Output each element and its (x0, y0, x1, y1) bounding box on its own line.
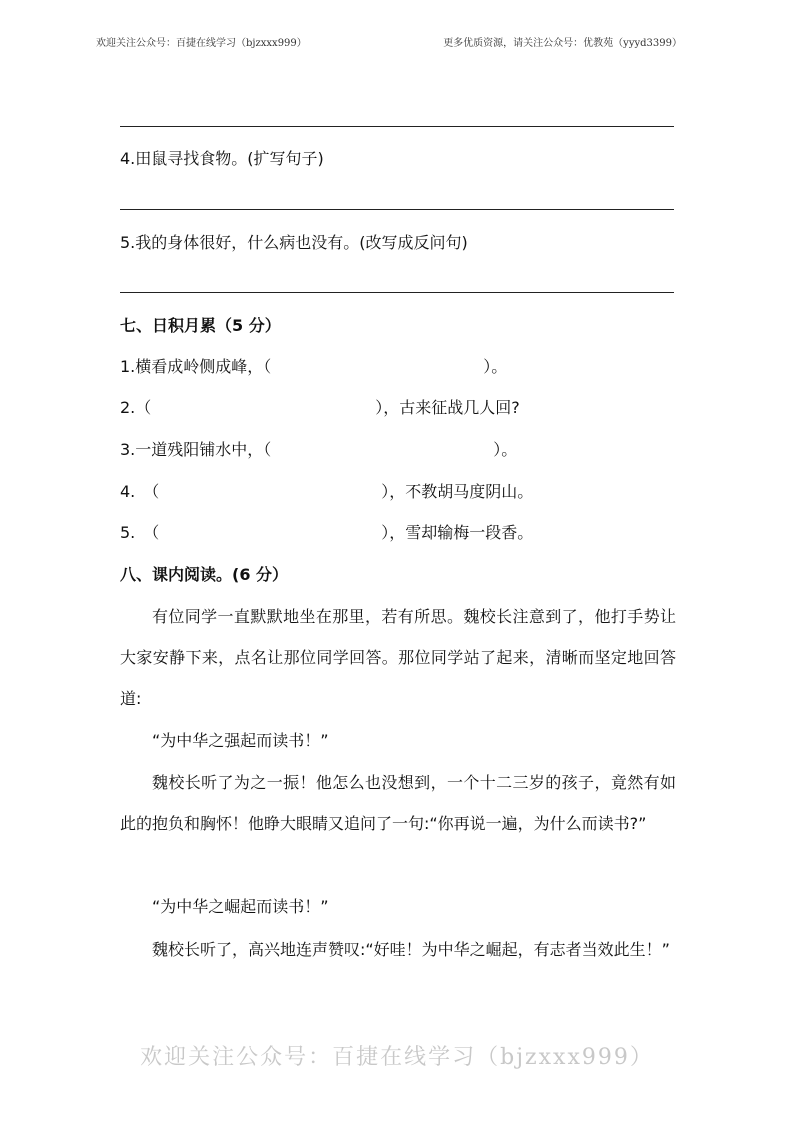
rewrite-item-4 (120, 148, 324, 170)
footer-watermark: 欢迎关注公众号：百捷在线学习（bjzxxx999） (140, 1045, 654, 1070)
poem-prefix: 4. （ (120, 482, 160, 501)
section-8-heading: 八、课内阅读。(6 分） (120, 565, 289, 584)
poem-item-1 (120, 356, 507, 378)
item-number: 4. (120, 149, 136, 168)
item-number: 5. (120, 233, 136, 252)
poem-suffix: ），不教胡马度阴山。 (381, 482, 534, 501)
answer-line (120, 209, 674, 210)
reading-quote-1: “为中华之强起而读书！” (152, 731, 329, 750)
header-right-text: 更多优质资源，请关注公众号：优教苑（yyyd3399） (443, 38, 682, 49)
reading-paragraph-1: 有位同学一直默默地坐在那里，若有所思。魏校长注意到了，他打手势让大家安静下来，点名让那位同学回答。那位同学站了起来，清晰而坚定地回答道: (120, 607, 676, 708)
poem-prefix: 3.一道残阳铺水中，（ (120, 440, 272, 459)
section-7-heading: 七、日积月累（5 分） (120, 316, 281, 335)
item-text: 我的身体很好，什么病也没有。(改写成反问句) (135, 233, 468, 252)
poem-prefix: 5. （ (120, 523, 160, 542)
header-left-text: 欢迎关注公众号：百捷在线学习（bjzxxx999） (96, 38, 307, 49)
poem-prefix: 2.（ (120, 398, 152, 417)
poem-suffix: ）。 (493, 440, 518, 459)
poem-item-4 (120, 481, 533, 503)
poem-item-2 (120, 397, 520, 419)
poem-prefix: 1.横看成岭侧成峰，（ (120, 357, 272, 376)
poem-suffix: ），古来征战几人回? (375, 398, 520, 417)
answer-line (120, 126, 674, 127)
poem-item-5 (120, 522, 533, 544)
answer-line (120, 292, 674, 293)
poem-suffix: ），雪却输梅一段香。 (381, 523, 534, 542)
reading-paragraph-3: 魏校长听了，高兴地连声赞叹:“好哇！为中华之崛起，有志者当效此生！” (152, 940, 670, 959)
reading-quote-2: “为中华之崛起而读书！” (152, 897, 329, 916)
rewrite-item-5 (120, 232, 468, 254)
poem-item-3 (120, 439, 517, 461)
reading-paragraph-2: 魏校长听了为之一振！他怎么也没想到，一个十二三岁的孩子，竟然有如此的抱负和胸怀！他睁大眼睛又追问了一句:“你再说一遍，为什么而读书?” (120, 773, 676, 833)
item-text: 田鼠寻找食物。(扩写句子) (135, 149, 324, 168)
poem-suffix: ）。 (483, 357, 508, 376)
